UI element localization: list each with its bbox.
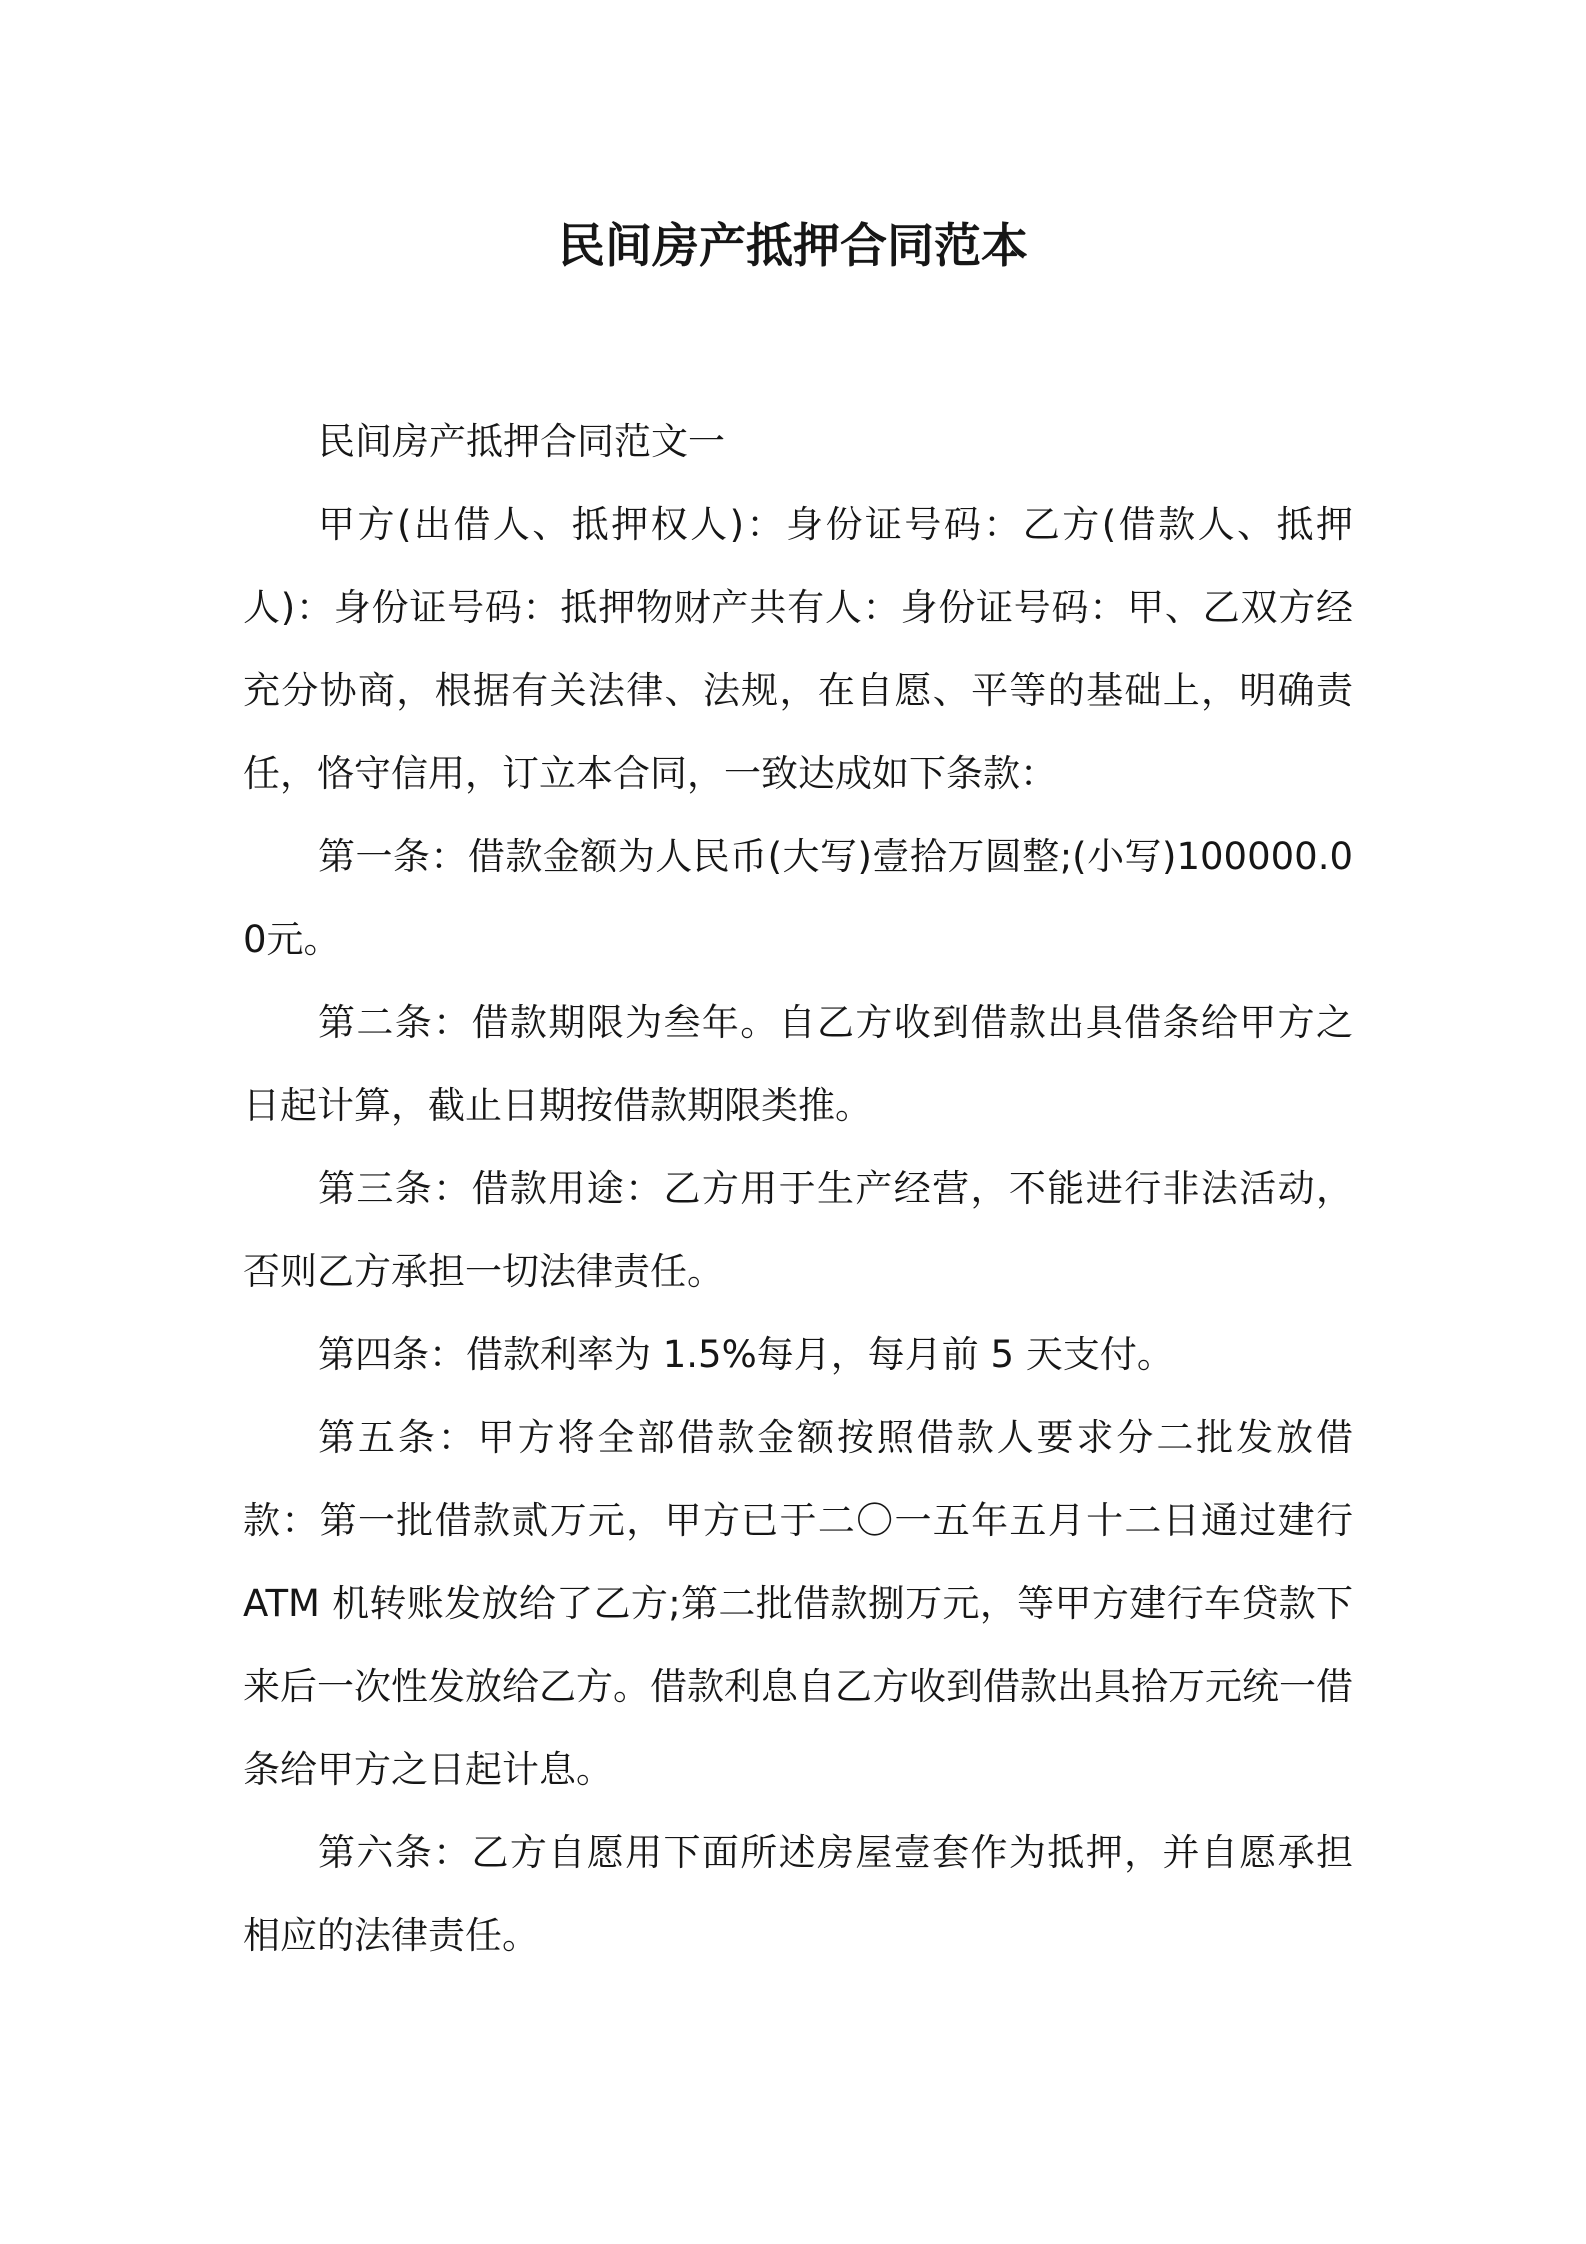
- article-6: 第六条：乙方自愿用下面所述房屋壹套作为抵押，并自愿承担相应的法律责任。: [243, 1831, 1353, 1957]
- section-heading: 民间房产抵押合同范文一: [318, 420, 725, 463]
- document-title: 民间房产抵押合同范本: [558, 219, 1028, 274]
- article-1: 第一条：借款金额为人民币(大写)壹拾万圆整;(小写)100000.00元。: [243, 835, 1353, 961]
- article-2: 第二条：借款期限为叁年。自乙方收到借款出具借条给甲方之日起计算，截止日期按借款期限类推。: [243, 1001, 1353, 1127]
- article-5: 第五条：甲方将全部借款金额按照借款人要求分二批发放借款：第一批借款贰万元，甲方已于二〇一五年五月十二日通过建行 ATM 机转账发放给了乙方;第二批借款捌万元，等甲方建行车贷款下来后一次性发放给乙方。借款利息自乙方收到借款出具拾万元统一借条给甲方之日起计息。: [243, 1416, 1353, 1791]
- parties-paragraph: 甲方(出借人、抵押权人)：身份证号码：乙方(借款人、抵押人)：身份证号码：抵押物财产共有人：身份证号码：甲、乙双方经充分协商，根据有关法律、法规，在自愿、平等的基础上，明确责任，恪守信用，订立本合同，一致达成如下条款：: [243, 503, 1353, 795]
- article-3: 第三条：借款用途：乙方用于生产经营，不能进行非法活动，否则乙方承担一切法律责任。: [243, 1167, 1353, 1293]
- article-4: 第四条：借款利率为 1.5%每月，每月前 5 天支付。: [318, 1333, 1174, 1376]
- document-body: [243, 400, 1353, 1977]
